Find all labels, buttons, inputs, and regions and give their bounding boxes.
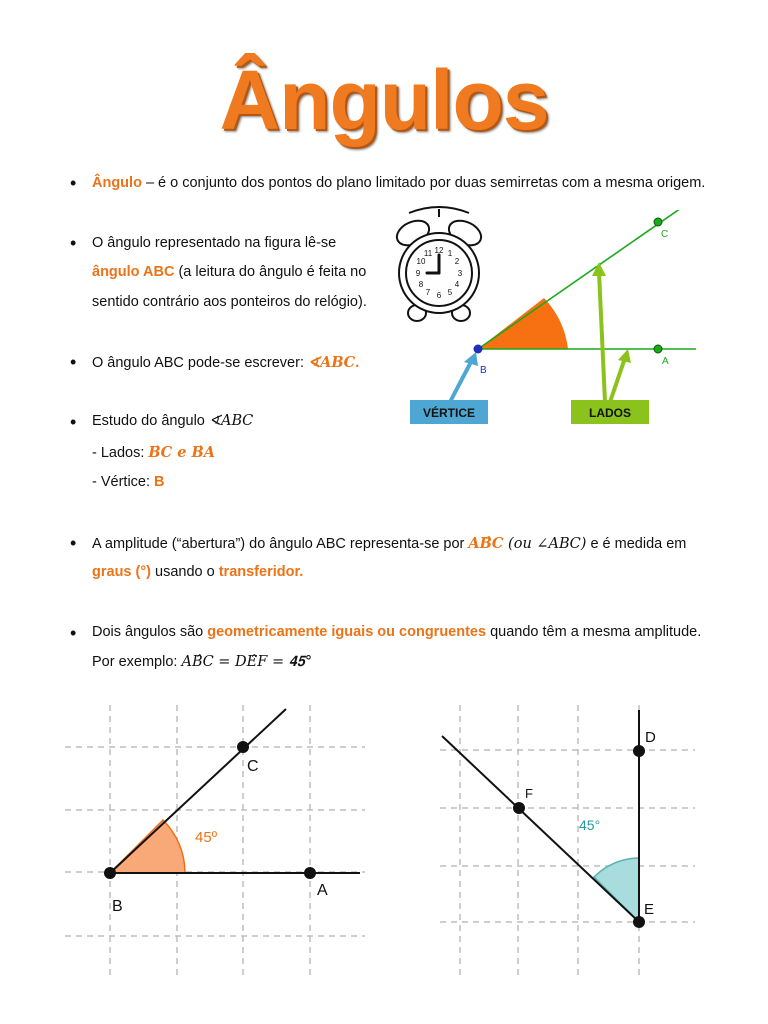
label-c: C <box>247 758 259 775</box>
estudo-line <box>92 413 253 429</box>
amplitude-alt-math: (𝑜𝑢 ∠𝐴𝐵𝐶) <box>503 536 587 552</box>
lados-arrow-a <box>610 358 625 402</box>
vertice-line <box>92 474 165 490</box>
label-b: B <box>480 365 487 376</box>
vertice-value: B <box>154 474 165 490</box>
amplitude-text-3: usando o <box>150 564 219 580</box>
vertice-arrow <box>450 360 472 402</box>
estudo-text: Estudo do ângulo <box>92 413 209 429</box>
point-c <box>237 741 249 753</box>
vertice-box-label: VÉRTICE <box>422 406 476 420</box>
label-d: D <box>645 729 656 746</box>
angle-arc <box>478 298 568 349</box>
reading-line-2 <box>92 264 366 280</box>
point-c <box>654 218 662 226</box>
point-d <box>633 745 645 757</box>
figure-abc-45 <box>60 700 370 980</box>
point-a <box>654 345 662 353</box>
reading-line-3: sentido contrário aos ponteiros do relógio). <box>92 294 367 310</box>
clock-7: 7 <box>425 288 431 297</box>
point-a <box>304 867 316 879</box>
lados-math: 𝑩̇𝑪 𝒆 𝑩̇𝑨 <box>148 444 216 461</box>
label-f: F <box>525 786 533 801</box>
amplitude-line-2 <box>92 564 303 580</box>
label-b: B <box>112 898 123 915</box>
figure-def-45 <box>435 700 700 980</box>
amplitude-line-1 <box>92 535 686 552</box>
ray-bc <box>110 709 286 873</box>
angle-abc-diagram <box>400 210 720 430</box>
point-b <box>104 867 116 879</box>
amplitude-text: A amplitude (“abertura”) do ângulo ABC representa-se por <box>92 536 469 552</box>
bullet: • <box>70 623 77 643</box>
bullet: • <box>70 352 77 372</box>
angle-45-sector <box>110 820 185 873</box>
congruent-line-2 <box>92 654 312 670</box>
congruent-strong: geometricamente iguais ou congruentes <box>207 624 487 640</box>
definition-text <box>92 175 705 191</box>
clock-9: 9 <box>415 269 421 278</box>
clock-11: 11 <box>423 249 433 258</box>
bullet: • <box>70 233 77 253</box>
clock-10: 10 <box>416 257 426 266</box>
angle-label: 45° <box>579 817 601 833</box>
reading-line-2-rest: (a leitura do ângulo é feita no <box>174 264 367 280</box>
term-angulo: Ângulo <box>92 175 142 191</box>
example-label: Por exemplo: <box>92 654 182 670</box>
clock-3: 3 <box>457 269 463 278</box>
label-c: C <box>661 229 669 240</box>
congruent-line-1 <box>92 624 701 640</box>
clock-5: 5 <box>447 288 453 297</box>
grid <box>440 705 695 975</box>
angle-label: 45º <box>195 829 218 846</box>
clock-1: 1 <box>447 249 453 258</box>
lados-box-label: LADOS <box>589 406 631 420</box>
graus-strong: graus (°) <box>92 564 151 580</box>
estudo-math: ∢𝐴𝐵𝐶 <box>208 413 254 429</box>
example-math: 𝐴𝐵̂𝐶 = 𝐷𝐸̂𝐹 = 𝟒𝟓° <box>181 654 313 670</box>
notation-math: ∢𝑨𝑩𝑪 <box>308 354 356 371</box>
notation-text: O ângulo ABC pode-se escrever: <box>92 355 309 371</box>
clock-8: 8 <box>418 280 424 289</box>
lados-line <box>92 444 215 461</box>
bullet: • <box>70 412 77 432</box>
notation-end: . <box>355 355 360 371</box>
notation-line <box>92 354 359 371</box>
vertice-label: - Vértice: <box>92 474 155 490</box>
congruent-text: Dois ângulos são <box>92 624 208 640</box>
lados-label: - Lados: <box>92 445 149 461</box>
page-title: Ângulos <box>219 53 549 147</box>
angle-45-sector <box>594 858 639 922</box>
bullet: • <box>70 173 77 193</box>
label-a: A <box>662 356 669 367</box>
label-a: A <box>317 882 328 899</box>
definition-rest: – é o conjunto dos pontos do plano limitado por duas semirretas com a mesma origem. <box>141 175 706 191</box>
clock-6: 6 <box>436 291 442 300</box>
lados-arrow-c <box>599 272 605 402</box>
clock-4: 4 <box>454 280 460 289</box>
point-b <box>474 345 483 354</box>
reading-line-1: O ângulo representado na figura lê-se <box>92 235 337 251</box>
amplitude-math: 𝑨𝑩̂𝑪 <box>468 535 504 552</box>
bullet: • <box>70 533 77 553</box>
transferidor-strong: transferidor. <box>218 564 304 580</box>
label-e: E <box>644 901 655 918</box>
clock-12: 12 <box>434 246 444 255</box>
amplitude-text-2: e é medida em <box>586 536 687 552</box>
clock-2: 2 <box>454 257 460 266</box>
angulo-abc-strong: ângulo ABC <box>92 264 175 280</box>
point-f <box>513 802 525 814</box>
ray-ef <box>442 736 639 922</box>
congruent-text-2: quando têm a mesma amplitude. <box>486 624 702 640</box>
